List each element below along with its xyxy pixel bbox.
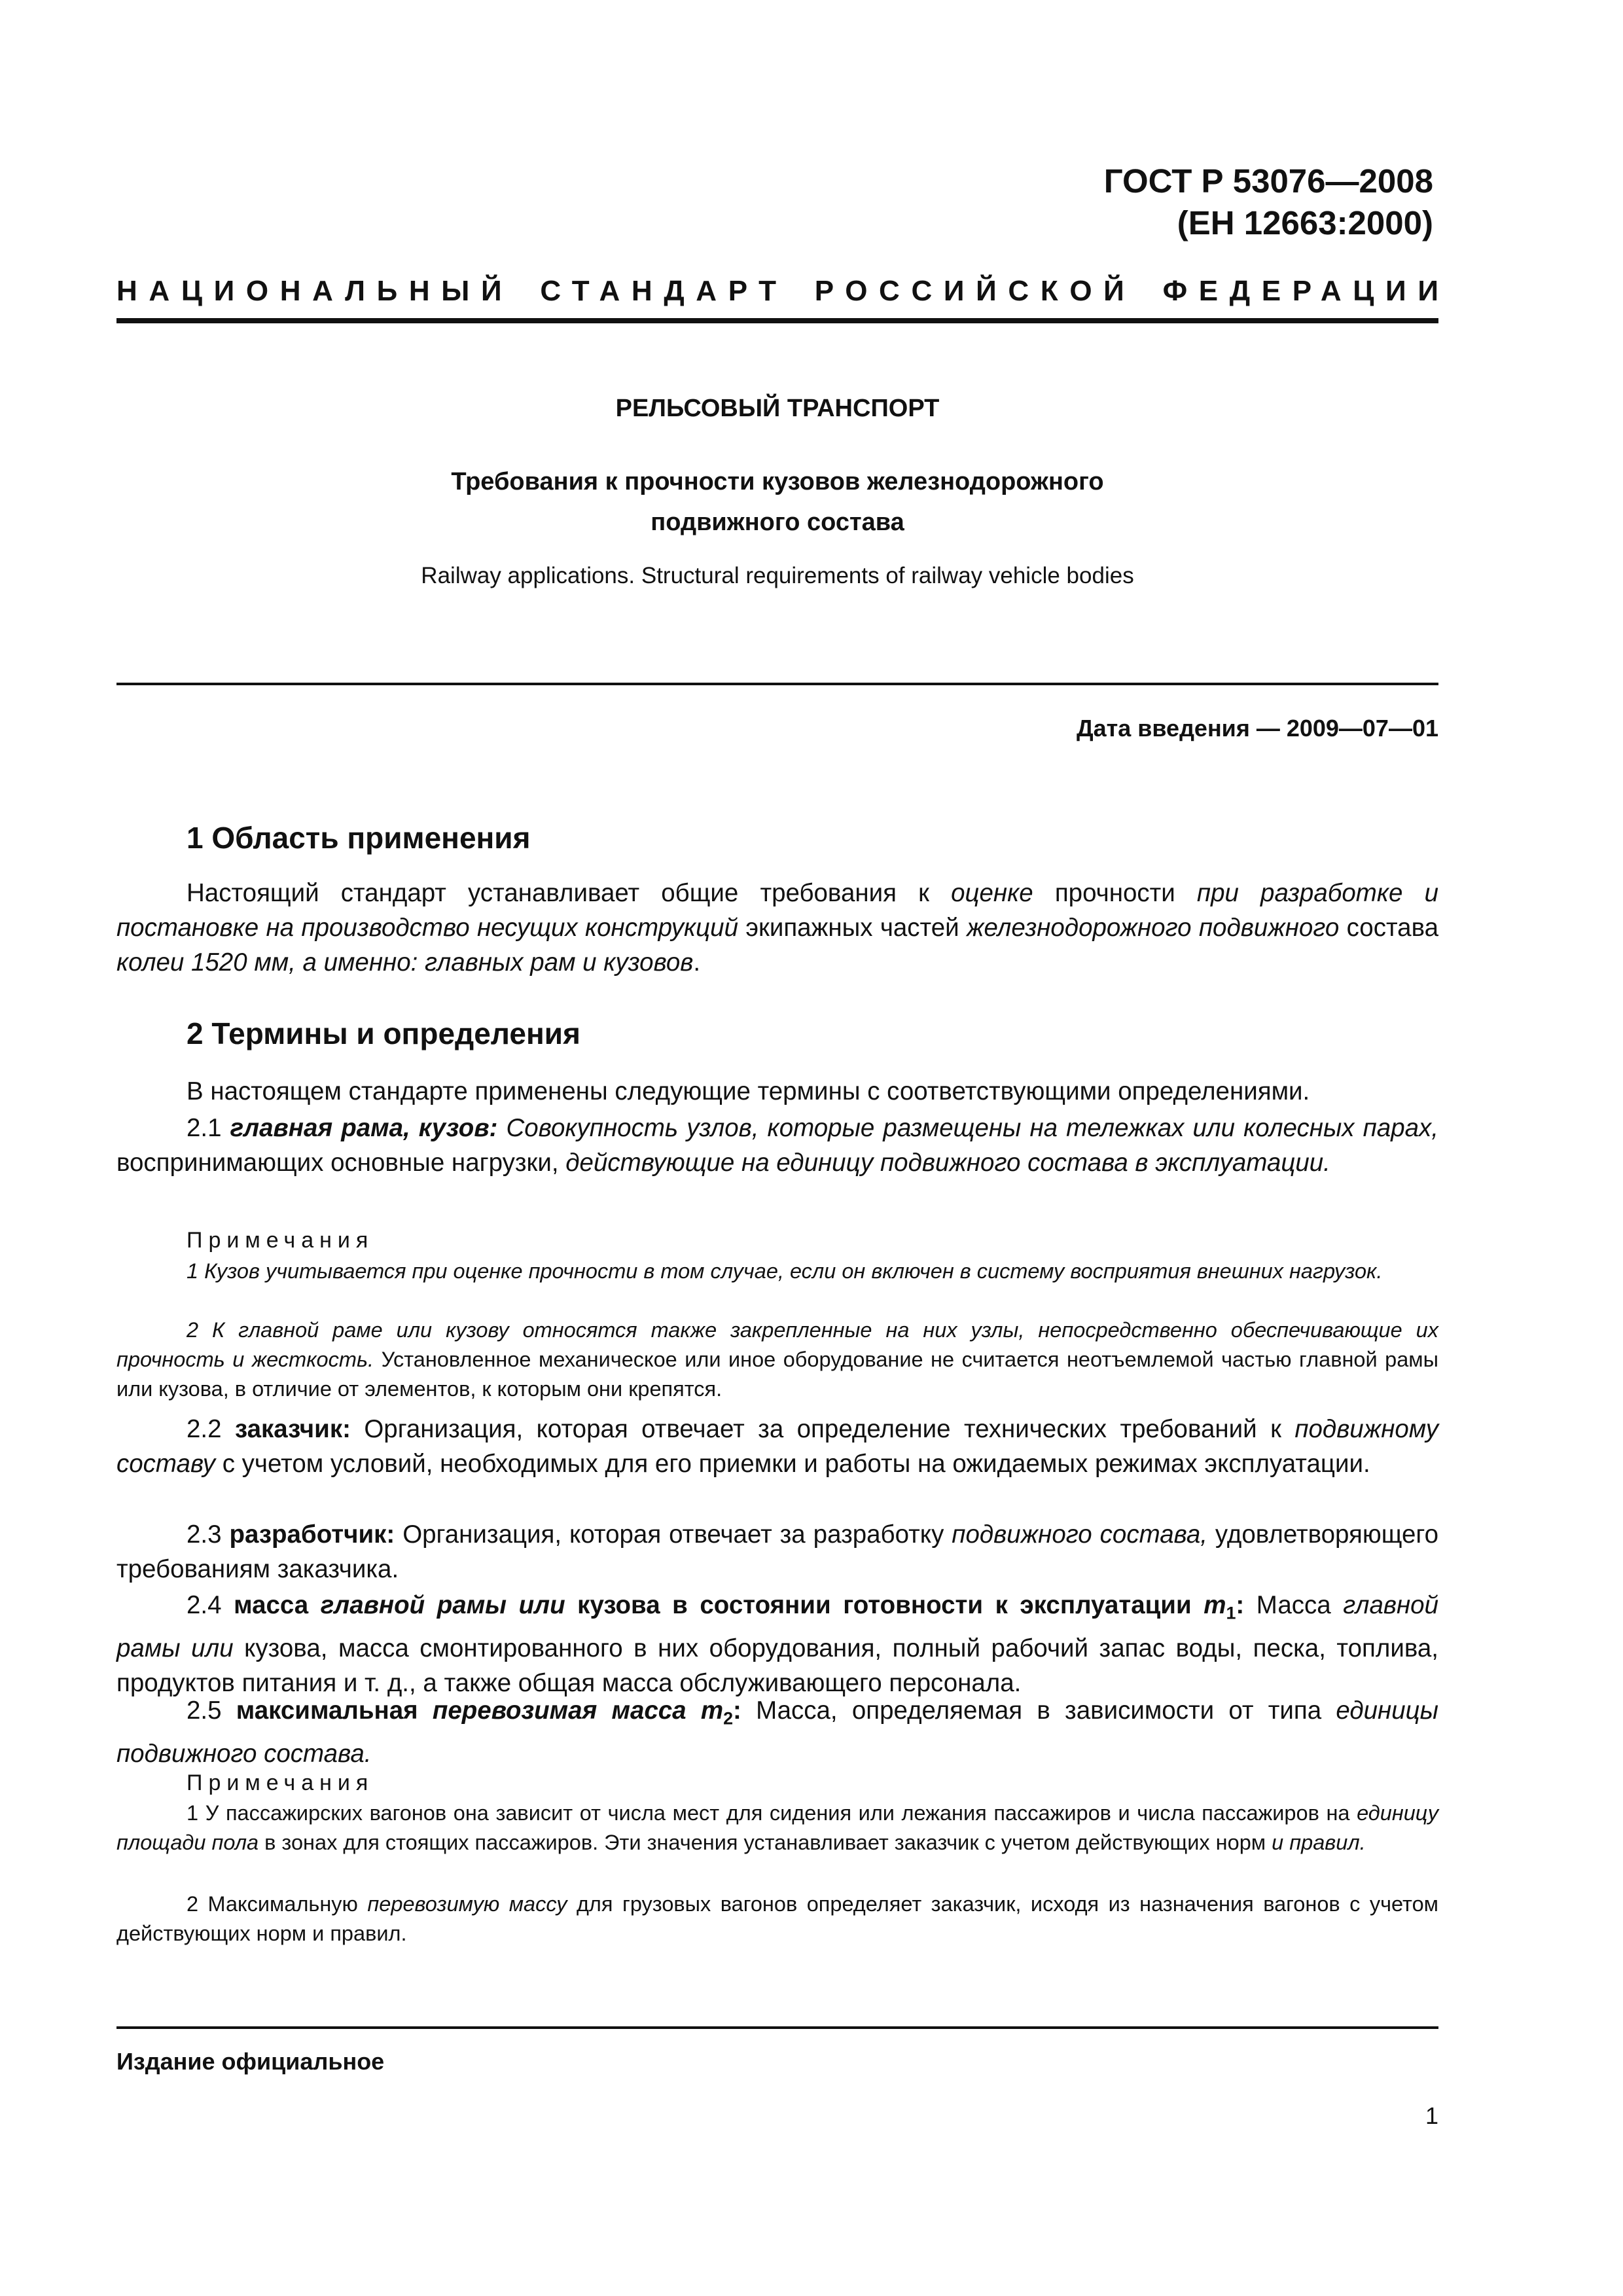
text-run: 2.5 <box>187 1696 236 1725</box>
text-run: масса <box>234 1591 321 1619</box>
document-subtitle-line2: подвижного состава <box>651 509 904 536</box>
note-2-2 <box>116 1890 1438 1948</box>
text-run: Установленное механическое или иное оборудование не считается неотъемлемой частью главной рамы или кузова, в отличие от элементов, к которым они крепятся. <box>116 1348 1438 1401</box>
text-run: подвижному составу <box>116 1415 1439 1478</box>
gost-number-line1: ГОСТ Р 53076—2008 <box>1103 162 1433 200</box>
edition-label: Издание официальное <box>116 2048 385 2075</box>
text-run: единицы подвижного состава. <box>116 1696 1438 1768</box>
notes-1-heading: Примечания <box>187 1228 374 1253</box>
text-run: 2 <box>723 1708 734 1729</box>
term-2-5 <box>116 1693 1438 1771</box>
document-subtitle-line1: Требования к прочности кузовов железнодорожного <box>451 468 1104 495</box>
text-run: главной рамы или <box>320 1591 565 1619</box>
document-title-english: Railway applications. Structural requirements of railway vehicle bodies <box>421 563 1134 588</box>
text-run: с учетом условий, необходимых для его приемки и работы на ожидаемых режимах эксплуатации. <box>215 1450 1370 1478</box>
text-run: для грузовых вагонов определяет заказчик, исходя из назначения вагонов с учетом действующих норм и правил. <box>116 1892 1438 1945</box>
national-standard-word: НАЦИОНАЛЬНЫЙ <box>116 275 514 307</box>
gost-number <box>1104 160 1433 244</box>
notes-2-heading: Примечания <box>187 1770 374 1795</box>
text-run: Настоящий стандарт устанавливает общие требования к <box>187 879 952 907</box>
text-run: кузова, масса смонтированного в них оборудования, полный рабочий запас воды, песка, топлива, продуктов питания и т. д., а также общая масса обслуживающего персонала. <box>116 1634 1438 1697</box>
text-run: Организация, которая отвечает за разработку <box>395 1520 952 1549</box>
text-run: Масса, определяемая в зависимости от типа <box>741 1696 1336 1725</box>
national-standard-title <box>116 272 1450 311</box>
document-title: РЕЛЬСОВЫЙ ТРАНСПОРТ <box>615 395 940 422</box>
introduction-date: Дата введения — 2009—07—01 <box>1076 715 1438 742</box>
text-run: оценке <box>951 879 1033 907</box>
page-number: 1 <box>1425 2102 1438 2129</box>
national-standard-word: РОССИЙСКОЙ <box>814 275 1136 307</box>
text-run: Масса <box>1244 1591 1344 1619</box>
national-standard-word: ФЕДЕРАЦИИ <box>1162 275 1450 307</box>
text-run: . <box>693 948 701 977</box>
text-run: единицу площади пола <box>116 1801 1438 1854</box>
text-run: действующие на единицу подвижного состава в эксплуатации. <box>565 1149 1330 1177</box>
section-2-intro: В настоящем стандарте применены следующие термины с соответствующими определениями. <box>187 1077 1310 1105</box>
note-1-1 <box>116 1257 1438 1286</box>
text-run: воспринимающих основные нагрузки, <box>116 1149 566 1177</box>
term-2-2 <box>116 1412 1438 1481</box>
national-standard-word: СТАНДАРТ <box>540 275 788 307</box>
text-run: в зонах для стоящих пассажиров. Эти значения устанавливает заказчик с учетом действующих норм <box>259 1831 1272 1854</box>
text-run: заказчик: <box>234 1415 351 1443</box>
header-rule <box>116 318 1438 323</box>
text-run: состава <box>1339 914 1439 942</box>
text-run: 2 Максимальную <box>187 1892 368 1916</box>
text-run: при разработке и постановке на производство несущих конструкций <box>116 879 1438 942</box>
text-run: железнодорожного подвижного <box>967 914 1340 942</box>
term-2-3 <box>116 1517 1438 1587</box>
text-run: удовлетворяющего требованиям заказчика. <box>116 1520 1438 1583</box>
text-run: 2.2 <box>187 1415 235 1443</box>
title-rule <box>116 683 1438 685</box>
document-subtitle <box>116 461 1438 543</box>
text-run: перевозимую массу <box>367 1892 567 1916</box>
text-run: 2 К главной раме или кузову относятся также закрепленные на них узлы, непосредственно обеспечивающие их прочность и жесткость. <box>116 1318 1438 1371</box>
section-1-heading: 1 Область применения <box>187 821 531 855</box>
text-run: : <box>733 1696 741 1725</box>
text-run: : <box>1236 1591 1245 1619</box>
gost-number-line2: (ЕН 12663:2000) <box>1177 204 1433 242</box>
text-run: главная рама, кузов: <box>230 1114 498 1142</box>
text-run: 2.1 <box>187 1114 230 1142</box>
text-run: экипажных частей <box>738 914 967 942</box>
text-run: 1 Кузов учитывается при оценке прочности в том случае, если он включен в систему восприятия внешних нагрузок. <box>187 1259 1383 1283</box>
section-2-heading: 2 Термины и определения <box>187 1016 580 1050</box>
text-run: максимальная <box>236 1696 433 1725</box>
note-1-2 <box>116 1316 1438 1404</box>
note-2-1 <box>116 1799 1438 1857</box>
text-run: подвижного состава, <box>952 1520 1207 1549</box>
term-2-1 <box>116 1111 1438 1180</box>
text-run: Совокупность узлов, которые размещены на тележках или колесных парах, <box>497 1114 1438 1142</box>
text-run: m <box>1204 1591 1226 1619</box>
footer-rule <box>116 2026 1438 2029</box>
text-run: 2.4 <box>187 1591 234 1619</box>
text-run: кузова в состоянии готовности к эксплуатации <box>565 1591 1204 1619</box>
text-run: колеи 1520 мм, а именно: главных рам и кузовов <box>116 948 694 977</box>
text-run: перевозимая масса m <box>432 1696 724 1725</box>
text-run: разработчик: <box>229 1520 395 1549</box>
text-run: прочности <box>1033 879 1197 907</box>
text-run: 1 У пассажирских вагонов она зависит от числа мест для сидения или лежания пассажиров и числа пассажиров на <box>187 1801 1357 1825</box>
text-run: 1 <box>1226 1603 1236 1623</box>
text-run: и правил. <box>1272 1831 1366 1854</box>
section-1-paragraph <box>116 876 1438 980</box>
text-run: главной рамы или <box>116 1591 1438 1662</box>
text-run: 2.3 <box>187 1520 230 1549</box>
text-run: Организация, которая отвечает за определение технических требований к <box>350 1415 1295 1443</box>
term-2-4 <box>116 1588 1438 1700</box>
